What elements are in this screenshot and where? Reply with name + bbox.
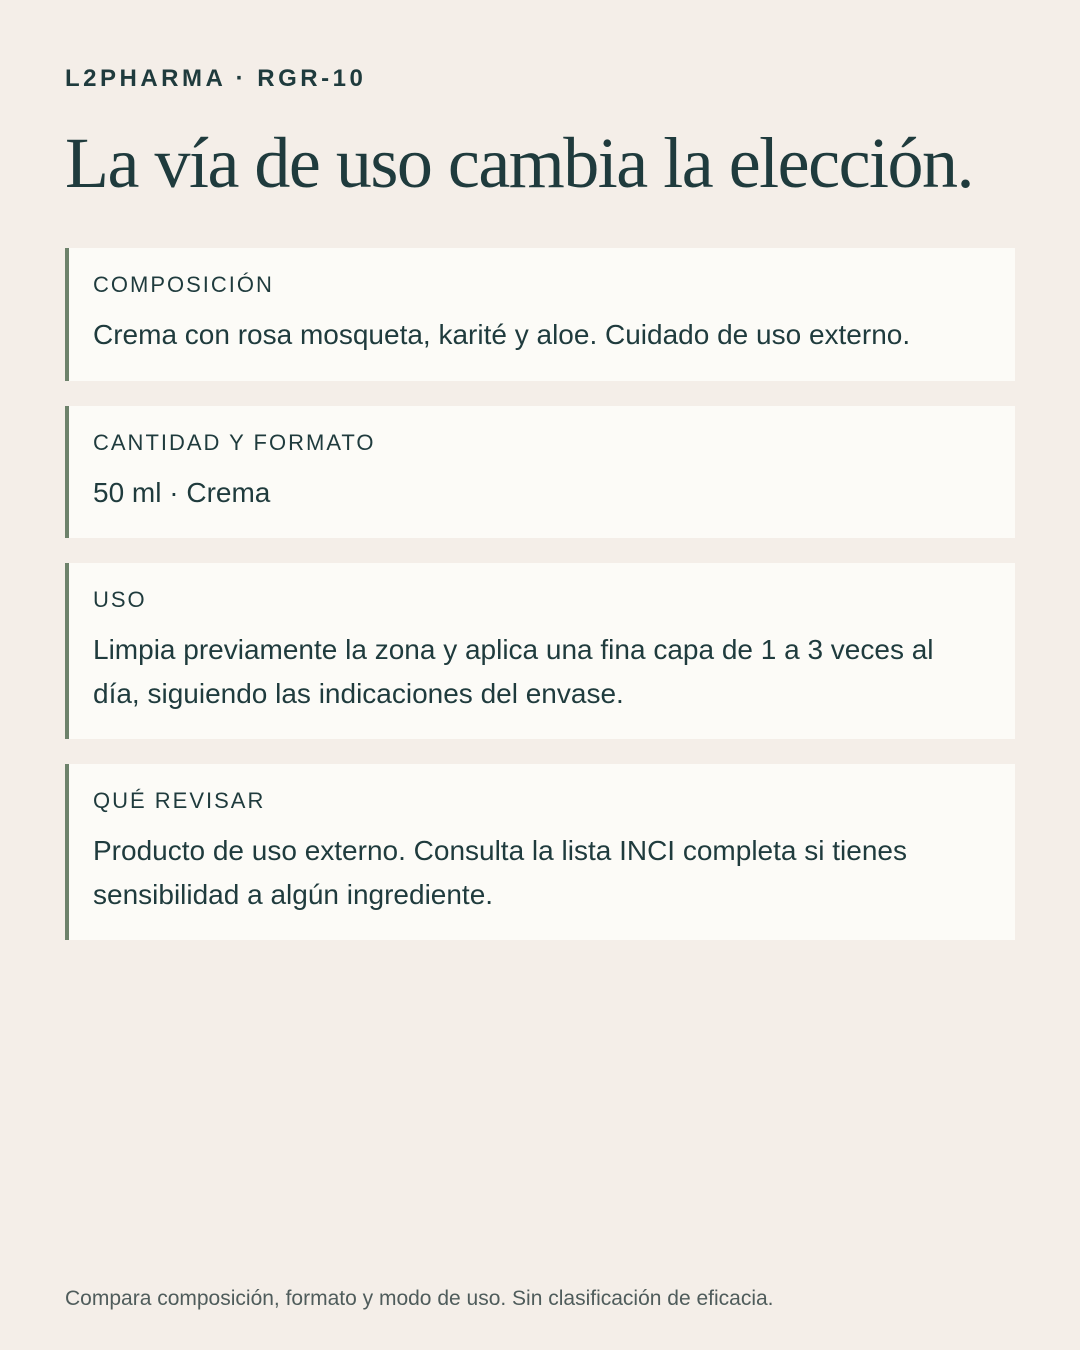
- card-what-to-check: [65, 764, 1015, 940]
- footer-note: Compara composición, formato y modo de uso. Sin clasificación de eficacia.: [65, 1287, 774, 1310]
- card-label: QUÉ REVISAR: [93, 788, 266, 813]
- card-label: COMPOSICIÓN: [93, 272, 274, 297]
- card-text: 50 ml · Crema: [93, 477, 271, 508]
- card-quantity-format: [65, 406, 1015, 538]
- page-title: La vía de uso cambia la elección.: [65, 123, 974, 203]
- card-text: Producto de uso externo. Consulta la lista INCI completa si tienes sensibilidad a algún ingrediente.: [93, 835, 907, 910]
- card-text: Crema con rosa mosqueta, karité y aloe. Cuidado de uso externo.: [93, 319, 911, 350]
- card-label: USO: [93, 587, 147, 612]
- eyebrow: L2PHARMA · RGR-10: [65, 65, 367, 92]
- card-label: CANTIDAD Y FORMATO: [93, 430, 376, 455]
- card-usage: [65, 563, 1015, 739]
- card-composition: [65, 248, 1015, 381]
- card-text: Limpia previamente la zona y aplica una fina capa de 1 a 3 veces al día, siguiendo las indicaciones del envase.: [93, 634, 934, 709]
